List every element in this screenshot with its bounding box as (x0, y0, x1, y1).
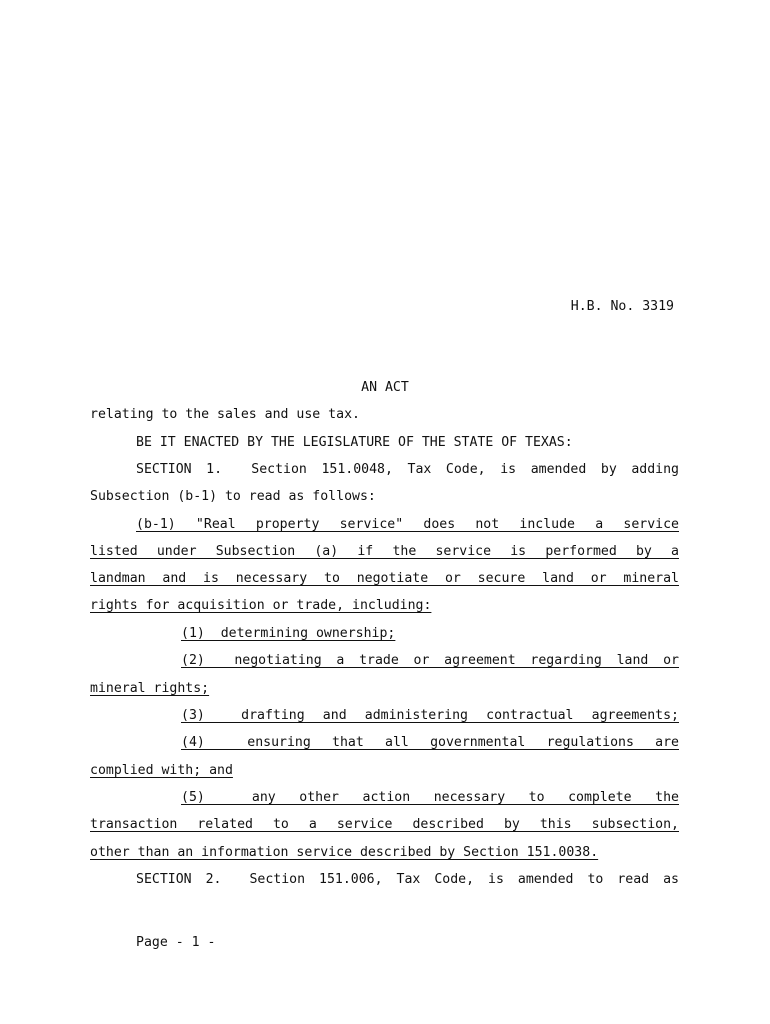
item-4: (4) ensuring that all governmental regulations are (181, 735, 679, 750)
item-1: (1) determining ownership; (181, 626, 396, 641)
section-2-heading: SECTION 2. Section 151.006, Tax Code, is amended to read as (136, 872, 679, 887)
item-5: (5) any other action necessary to complete the (181, 790, 679, 805)
subsection-b1-line: landman and is necessary to negotiate or secure land or mineral (90, 571, 679, 586)
caption: relating to the sales and use tax. (90, 407, 360, 422)
section-1-heading-cont: Subsection (b-1) to read as follows: (90, 489, 376, 504)
subsection-b1-line: (b-1) "Real property service" does not include a service (136, 517, 679, 532)
item-3: (3) drafting and administering contractual agreements; (181, 708, 679, 723)
page-number: Page - 1 - (136, 935, 216, 950)
item-5-cont: other than an information service described by Section 151.0038. (90, 845, 599, 860)
bill-number: H.B. No. 3319 (570, 299, 674, 314)
item-2: (2) negotiating a trade or agreement regarding land or (181, 653, 679, 668)
subsection-b1-line: rights for acquisition or trade, including: (90, 598, 432, 613)
act-title: AN ACT (361, 380, 409, 395)
subsection-b1-line: listed under Subsection (a) if the service is performed by a (90, 544, 679, 559)
enacting-clause: BE IT ENACTED BY THE LEGISLATURE OF THE STATE OF TEXAS: (136, 435, 573, 450)
section-1-heading: SECTION 1. Section 151.0048, Tax Code, is amended by adding (136, 462, 679, 477)
item-2-cont: mineral rights; (90, 681, 210, 696)
item-4-cont: complied with; and (90, 763, 233, 778)
item-5-cont: transaction related to a service described by this subsection, (90, 817, 679, 832)
